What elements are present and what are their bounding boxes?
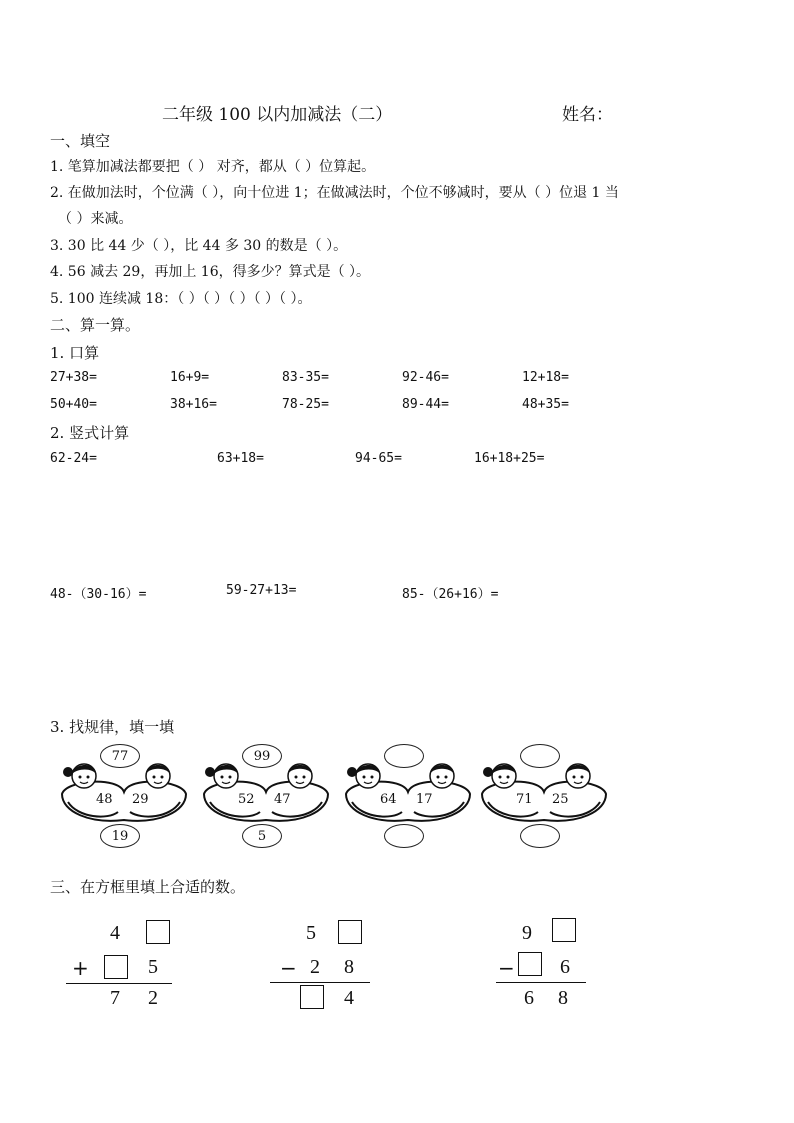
vertical-item: 94-65= bbox=[355, 451, 402, 466]
section1-heading: 一、填空 bbox=[50, 132, 111, 150]
name-label: 姓名： bbox=[562, 105, 613, 125]
answer-box[interactable] bbox=[338, 920, 362, 944]
difference-line bbox=[496, 982, 586, 983]
bottom-oval: 19 bbox=[100, 824, 140, 848]
left-number: 52 bbox=[238, 792, 255, 807]
kids-tray-illustration bbox=[200, 762, 332, 832]
oral-heading: 1. 口算 bbox=[50, 344, 100, 362]
section2-heading: 二、算一算。 bbox=[50, 316, 141, 334]
left-number: 71 bbox=[516, 792, 533, 807]
oral-item: 92-46= bbox=[402, 370, 449, 385]
answer-box[interactable] bbox=[518, 952, 542, 976]
oral-item: 27+38= bbox=[50, 370, 97, 385]
question-1: 1. 笔算加减法都要把（ ） 对齐，都从（ ）位算起。 bbox=[50, 159, 376, 175]
oral-item: 16+9= bbox=[170, 370, 210, 385]
section3-heading: 三、在方框里填上合适的数。 bbox=[50, 878, 246, 896]
left-number: 64 bbox=[380, 792, 397, 807]
plus-sign: + bbox=[72, 956, 89, 980]
digit: 4 bbox=[344, 987, 354, 1009]
vertical-item: 48-（30-16）= bbox=[50, 587, 147, 602]
digit: 7 bbox=[110, 987, 120, 1009]
digit: 5 bbox=[306, 922, 316, 944]
digit: 9 bbox=[522, 922, 532, 944]
question-2-line1: 2. 在做加法时，个位满（ ），向十位进 1；在做减法时，个位不够减时，要从（ ）位退 1 当 bbox=[50, 185, 619, 201]
answer-box[interactable] bbox=[146, 920, 170, 944]
right-number: 25 bbox=[552, 792, 569, 807]
digit: 4 bbox=[110, 922, 120, 944]
right-number: 29 bbox=[132, 792, 149, 807]
sum-line bbox=[66, 983, 172, 984]
digit: 8 bbox=[344, 956, 354, 978]
vertical-heading: 2. 竖式计算 bbox=[50, 424, 130, 442]
question-5: 5. 100 连续减 18：（ ）（ ）（ ）（ ）（ ）。 bbox=[50, 291, 312, 307]
answer-box[interactable] bbox=[300, 985, 324, 1009]
vertical-item: 16+18+25= bbox=[474, 451, 545, 466]
vertical-item: 85-（26+16）= bbox=[402, 587, 499, 602]
oral-item: 48+35= bbox=[522, 397, 569, 412]
blank-bottom-oval[interactable] bbox=[520, 824, 560, 848]
vertical-item: 62-24= bbox=[50, 451, 97, 466]
kids-tray-illustration bbox=[342, 762, 474, 832]
oral-item: 50+40= bbox=[50, 397, 97, 412]
digit: 6 bbox=[560, 956, 570, 978]
kids-tray-illustration bbox=[58, 762, 190, 832]
digit: 8 bbox=[558, 987, 568, 1009]
question-3: 3. 30 比 44 少（ ），比 44 多 30 的数是（ ）。 bbox=[50, 238, 348, 254]
right-number: 17 bbox=[416, 792, 433, 807]
question-4: 4. 56 减去 29，再加上 16，得多少？算式是（ ）。 bbox=[50, 264, 371, 280]
kids-tray-illustration bbox=[478, 762, 610, 832]
top-oval: 99 bbox=[242, 744, 282, 768]
digit: 2 bbox=[310, 956, 320, 978]
bottom-oval: 5 bbox=[242, 824, 282, 848]
minus-sign: − bbox=[280, 956, 297, 980]
difference-line bbox=[270, 982, 370, 983]
vertical-item: 59-27+13= bbox=[226, 583, 297, 598]
oral-item: 83-35= bbox=[282, 370, 329, 385]
vertical-item: 63+18= bbox=[217, 451, 264, 466]
answer-box[interactable] bbox=[104, 955, 128, 979]
oral-item: 38+16= bbox=[170, 397, 217, 412]
left-number: 48 bbox=[96, 792, 113, 807]
top-oval: 77 bbox=[100, 744, 140, 768]
answer-box[interactable] bbox=[552, 918, 576, 942]
pattern-heading: 3. 找规律，填一填 bbox=[50, 718, 175, 736]
right-number: 47 bbox=[274, 792, 291, 807]
digit: 5 bbox=[148, 956, 158, 978]
oral-item: 89-44= bbox=[402, 397, 449, 412]
digit: 6 bbox=[524, 987, 534, 1009]
minus-sign: − bbox=[498, 956, 515, 980]
question-2-line2: （ ）来减。 bbox=[58, 211, 133, 227]
oral-item: 78-25= bbox=[282, 397, 329, 412]
page-title: 二年级 100 以内加减法（二） bbox=[162, 105, 393, 125]
digit: 2 bbox=[148, 987, 158, 1009]
blank-bottom-oval[interactable] bbox=[384, 824, 424, 848]
oral-item: 12+18= bbox=[522, 370, 569, 385]
